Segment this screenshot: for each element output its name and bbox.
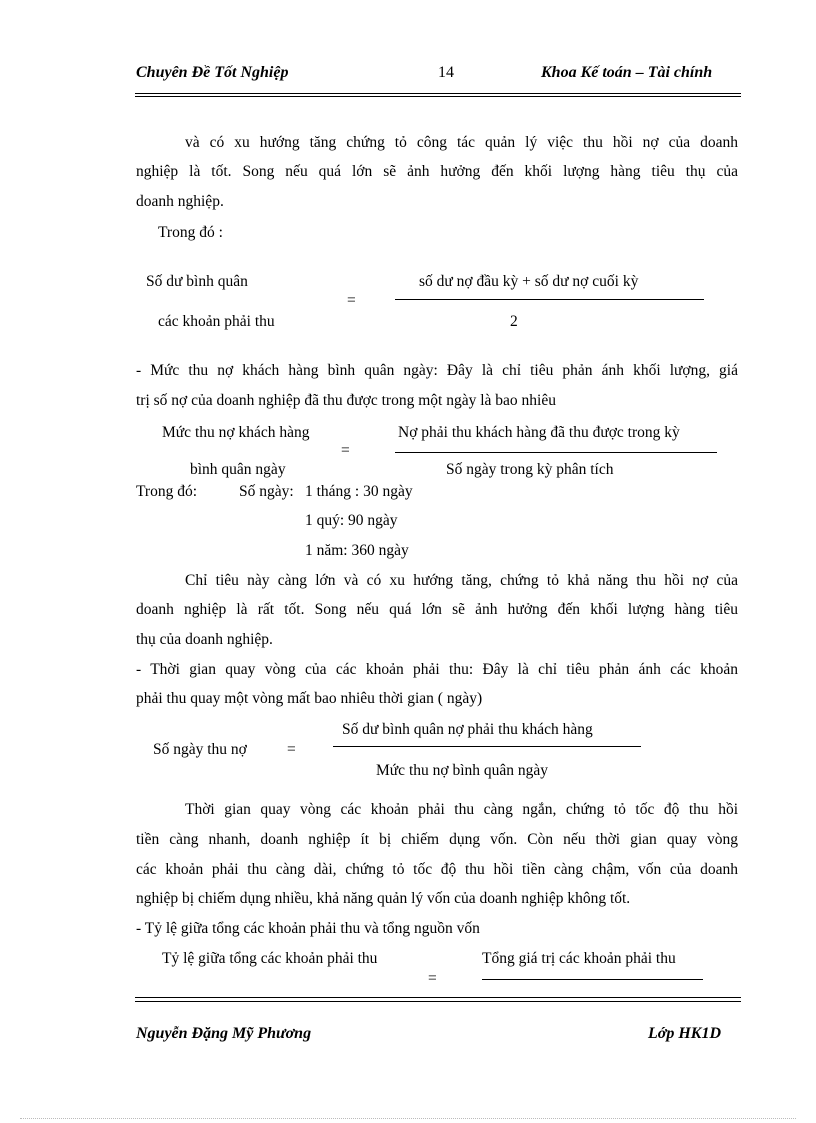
formula1-lhs-line1: Số dư bình quân: [146, 273, 248, 290]
formula2-numerator: Nợ phải thu khách hàng đã thu được trong kỳ: [398, 424, 680, 441]
paragraph-line: nghiệp bị chiếm dụng nhiều, khả năng quản lý vốn của doanh nghiệp không tốt.: [136, 890, 631, 907]
days-label: Trong đó:: [136, 483, 198, 500]
paragraph-line: - Thời gian quay vòng của các khoản phải thu: Đây là chỉ tiêu phản ánh các khoản: [136, 661, 738, 678]
formula2-denominator: Số ngày trong kỳ phân tích: [446, 461, 614, 478]
formula2-fraction-bar: [395, 452, 717, 453]
days-month: 1 tháng : 30 ngày: [305, 483, 413, 500]
formula3-lhs: Số ngày thu nợ: [153, 741, 247, 758]
paragraph-line: phải thu quay một vòng mất bao nhiêu thời gian ( ngày): [136, 690, 483, 707]
header-department: Khoa Kế toán – Tài chính: [541, 64, 713, 81]
header-title: Chuyên Đề Tốt Nghiệp: [136, 64, 289, 81]
footer-rule-top: [135, 997, 741, 998]
footer-class: Lớp HK1D: [648, 1025, 722, 1042]
formula4-fraction-bar: [482, 979, 703, 980]
header-rule-top: [135, 93, 741, 94]
page-bottom-dotted-border: [20, 1118, 796, 1119]
formula4-lhs: Tỷ lệ giữa tổng các khoản phải thu: [162, 950, 378, 967]
paragraph-line: thụ của doanh nghiệp.: [136, 631, 273, 648]
paragraph-line: nghiệp là tốt. Song nếu quá lớn sẽ ảnh hưởng đến khối lượng hàng tiêu thụ của: [136, 163, 738, 180]
paragraph-line: Chỉ tiêu này càng lớn và có xu hướng tăng, chứng tỏ khả năng thu hồi nợ của: [185, 572, 738, 589]
formula3-numerator: Số dư bình quân nợ phải thu khách hàng: [342, 721, 593, 738]
formula3-denominator: Mức thu nợ bình quân ngày: [376, 762, 549, 779]
formula2-equals: =: [341, 442, 350, 459]
footer-author: Nguyễn Đặng Mỹ Phương: [136, 1025, 312, 1042]
formula1-lhs-line2: các khoản phải thu: [158, 313, 275, 330]
paragraph-line: doanh nghiệp.: [136, 193, 224, 210]
label-trong-do: Trong đó :: [158, 224, 223, 241]
formula1-equals: =: [347, 292, 356, 309]
days-quarter: 1 quý: 90 ngày: [305, 512, 398, 529]
formula3-equals: =: [287, 741, 296, 758]
formula4-equals: =: [428, 970, 437, 987]
paragraph-line: - Mức thu nợ khách hàng bình quân ngày: Đây là chỉ tiêu phản ánh khối lượng, giá: [136, 362, 738, 379]
days-year: 1 năm: 360 ngày: [305, 542, 409, 559]
header-rule-bottom: [135, 96, 741, 97]
formula1-fraction-bar: [395, 299, 704, 300]
paragraph-line: - Tỷ lệ giữa tổng các khoản phải thu và tổng nguồn vốn: [136, 920, 480, 937]
formula4-numerator: Tổng giá trị các khoản phải thu: [482, 950, 676, 967]
formula2-lhs-line1: Mức thu nợ khách hàng: [162, 424, 310, 441]
footer-rule-bottom: [135, 1001, 741, 1002]
paragraph-line: doanh nghiệp là rất tốt. Song nếu quá lớn sẽ ảnh hưởng đến khối lượng hàng tiêu: [136, 601, 738, 618]
page-number: 14: [438, 64, 454, 81]
paragraph-line: và có xu hướng tăng chứng tỏ công tác quản lý việc thu hồi nợ của doanh: [185, 134, 738, 151]
paragraph-line: tiền càng nhanh, doanh nghiệp ít bị chiếm dụng vốn. Còn nếu thời gian quay vòng: [136, 831, 738, 848]
formula1-numerator: số dư nợ đầu kỳ + số dư nợ cuối kỳ: [419, 273, 639, 290]
days-sublabel: Số ngày:: [239, 483, 294, 500]
formula1-denominator: 2: [510, 313, 518, 330]
paragraph-line: trị số nợ của doanh nghiệp đã thu được trong một ngày là bao nhiêu: [136, 392, 556, 409]
formula3-fraction-bar: [333, 746, 641, 747]
paragraph-line: các khoản phải thu càng dài, chứng tỏ tốc độ thu hồi tiền càng chậm, vốn của doanh: [136, 861, 738, 878]
paragraph-line: Thời gian quay vòng các khoản phải thu càng ngắn, chứng tỏ tốc độ thu hồi: [185, 801, 738, 818]
formula2-lhs-line2: bình quân ngày: [190, 461, 286, 478]
